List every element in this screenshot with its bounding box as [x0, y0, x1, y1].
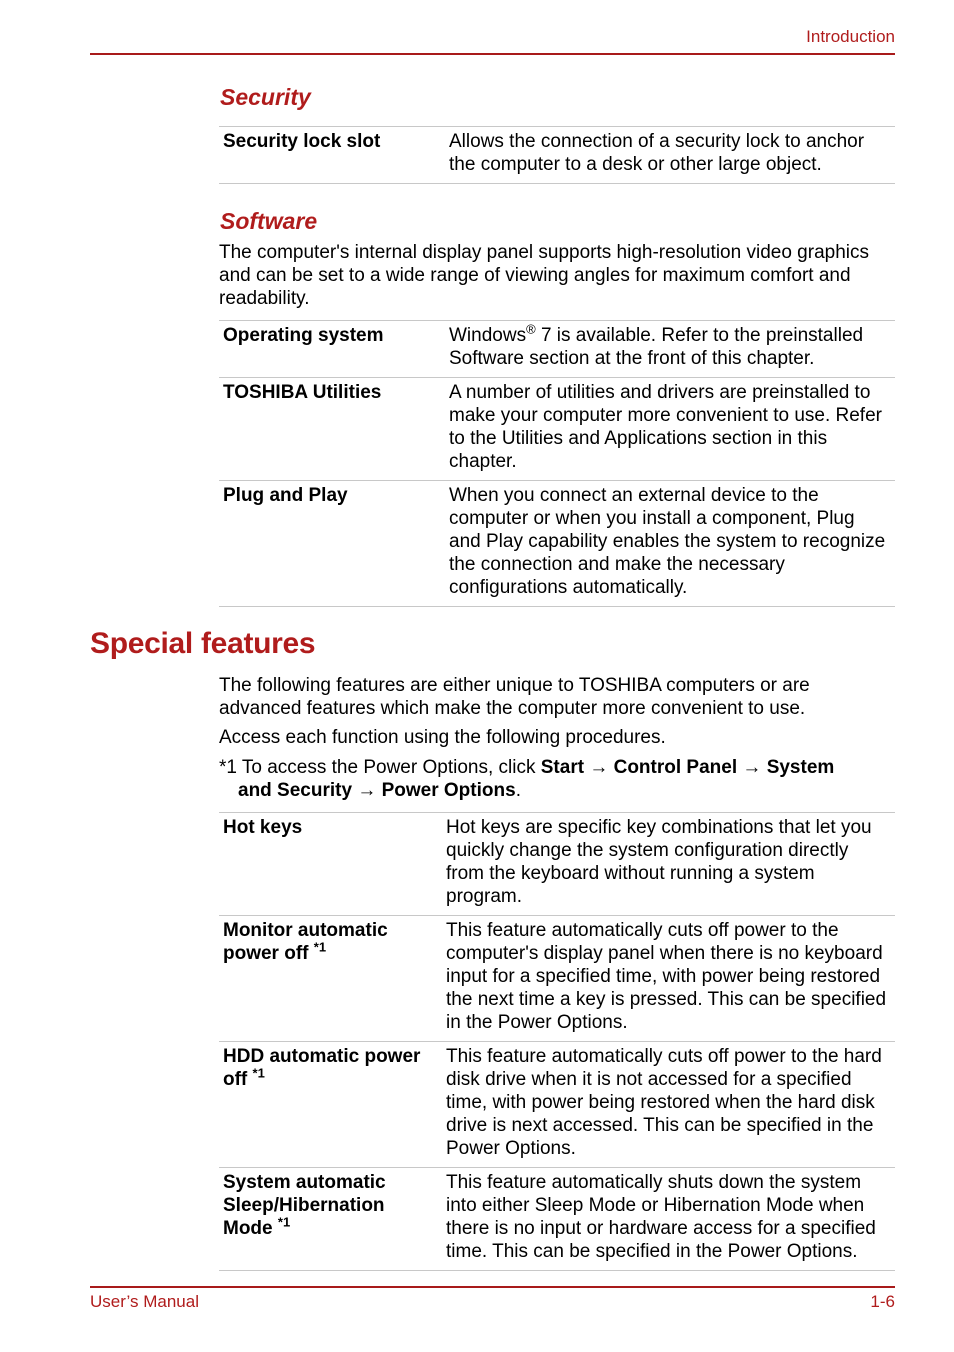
footer-manual-title: User’s Manual [90, 1292, 199, 1311]
row-key: Monitor automatic power off $^{*1}$ [219, 916, 442, 1042]
running-header: Introduction [806, 27, 895, 46]
footer-rule [90, 1286, 895, 1288]
row-value: Hot keys are specific key combinations that let you quickly change the system configuration directly from the keyboard without running a system program. [442, 813, 895, 916]
special-access: Access each function using the following procedures. [219, 727, 666, 748]
row-key: Operating system [219, 321, 445, 378]
table-row [219, 481, 895, 607]
table-row [219, 1042, 895, 1168]
software-table [219, 320, 895, 607]
row-key: Security lock slot [219, 127, 445, 184]
row-value: A number of utilities and drivers are preinstalled to make your computer more convenient to use. Refer to the Utilities and Applications section in this chapter. [445, 378, 895, 481]
row-value: This feature automatically shuts down the system into either Sleep Mode or Hibernation Mode when there is no input or hardware access for a specified time. This can be specified in the Power Options. [442, 1168, 895, 1271]
security-table [219, 126, 895, 184]
table-row [219, 813, 895, 916]
row-key: System automatic Sleep/Hibernation Mode $^{*1}$ [219, 1168, 442, 1271]
row-key: HDD automatic power off $^{*1}$ [219, 1042, 442, 1168]
table-row [219, 378, 895, 481]
table-row [219, 321, 895, 378]
page-number: 1-6 [870, 1292, 895, 1311]
special-features-heading: Special features [90, 627, 316, 660]
software-intro: The computer's internal display panel supports high-resolution video graphics and can be set to a wide range of viewing angles for maximum comfort and readability. [219, 242, 869, 309]
row-value: Allows the connection of a security lock to anchor the computer to a desk or other large object. [445, 127, 895, 184]
row-value: This feature automatically cuts off power to the hard disk drive when it is not accessed for a specified time, with power being restored when the hard disk drive is next accessed. This can be specified in the Power Options. [442, 1042, 895, 1168]
table-row [219, 1168, 895, 1271]
table-row [219, 916, 895, 1042]
special-features-table [219, 812, 895, 1271]
table-row [219, 127, 895, 184]
power-options-note: *1 To access the Power Options, click Start → Control Panel → System and Security → Power Options. [219, 757, 835, 801]
special-intro: The following features are either unique to TOSHIBA computers or are advanced features which make the computer more convenient to use. [219, 675, 810, 719]
header-rule [90, 53, 895, 55]
row-value: This feature automatically cuts off power to the computer's display panel when there is no keyboard input for a specified time, with power being restored the next time a key is pressed. This can be specified in the Power Options. [442, 916, 895, 1042]
row-key: TOSHIBA Utilities [219, 378, 445, 481]
row-value: When you connect an external device to the computer or when you install a component, Plug and Play capability enables the system to recognize the connection and make the necessary configurations automatically. [445, 481, 895, 607]
row-value: Windows® 7 is available. Refer to the preinstalled Software section at the front of this chapter. [445, 321, 895, 378]
row-key: Hot keys [219, 813, 442, 916]
software-heading: Software [220, 208, 318, 234]
row-key: Plug and Play [219, 481, 445, 607]
security-heading: Security [220, 84, 311, 110]
